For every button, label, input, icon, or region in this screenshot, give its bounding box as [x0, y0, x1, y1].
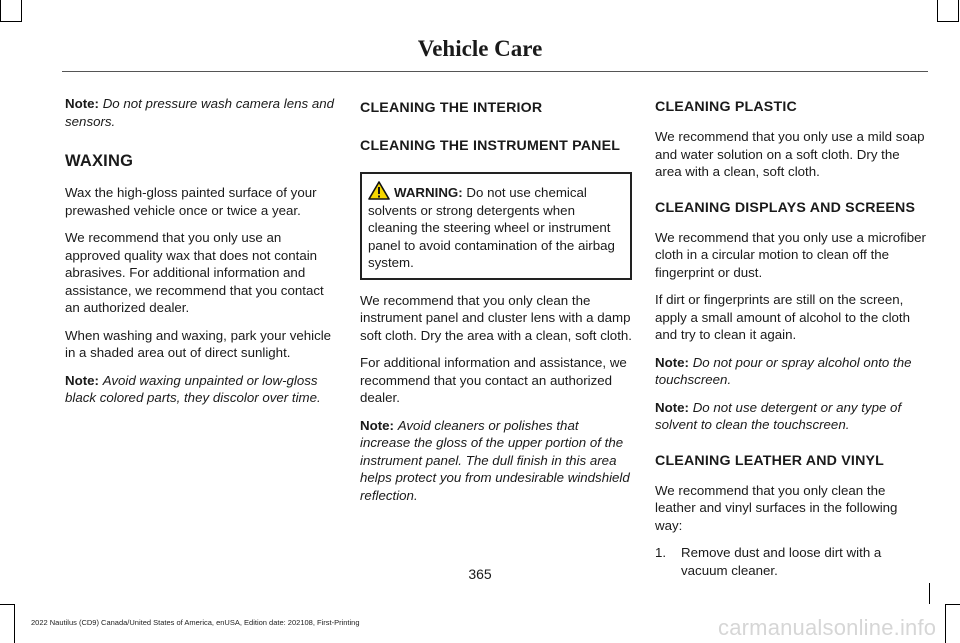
crop-mark — [0, 21, 21, 22]
crop-mark — [21, 0, 22, 22]
note-text: Do not use detergent or any type of solvent to clean the touchscreen. — [655, 399, 902, 432]
section-heading-cleaning-interior: CLEANING THE INTERIOR — [360, 100, 543, 116]
section-heading-waxing: WAXING — [65, 152, 134, 170]
crop-mark — [958, 0, 959, 22]
watermark: carmanualsonline.info — [718, 615, 937, 640]
paragraph: We recommend that you only use an approved quality wax that does not contain abrasives. For additional information and assistance, we recommend that you contact an authorized dealer. — [65, 230, 324, 315]
warning-triangle-icon — [368, 181, 390, 200]
paragraph: We recommend that you only use a microfiber cloth in a circular motion to clean off the fingerprint or dust. — [655, 229, 926, 280]
note-paragraph — [65, 372, 337, 407]
page-header-title: Vehicle Care — [417, 36, 543, 61]
note-label: Note: — [65, 372, 99, 388]
crop-mark — [938, 21, 959, 22]
note-label: Note: — [65, 96, 99, 111]
note-text: Do not pour or spray alcohol onto the touchscreen. — [655, 354, 912, 387]
section-heading-cleaning-plastic: CLEANING PLASTIC — [655, 99, 797, 115]
note-paragraph — [360, 417, 632, 505]
list-text: Remove dust and loose dirt with a vacuum cleaner. — [681, 545, 882, 578]
column-3 — [655, 98, 927, 579]
paragraph: We recommend that you only clean the leather and vinyl surfaces in the following way: — [655, 482, 898, 533]
note-paragraph — [655, 354, 927, 389]
paragraph: If dirt or fingerprints are still on the screen, apply a small amount of alcohol to the cloth and try to clean it again. — [655, 292, 911, 342]
crop-mark — [937, 0, 938, 22]
note-label: Note: — [655, 399, 689, 415]
paragraph: Wax the high-gloss painted surface of your prewashed vehicle once or twice a year. — [65, 185, 317, 218]
crop-mark — [945, 604, 960, 605]
paragraph: We recommend that you only use a mild soap and water solution on a soft cloth. Dry the area with a clean, soft cloth. — [655, 129, 925, 179]
section-heading-cleaning-displays: CLEANING DISPLAYS AND SCREENS — [655, 199, 916, 216]
paragraph: When washing and waxing, park your vehicle in a shaded area out of direct sunlight. — [65, 327, 332, 360]
section-heading-cleaning-leather: CLEANING LEATHER AND VINYL — [655, 452, 885, 469]
column-2 — [360, 99, 632, 514]
note-label: Note: — [655, 354, 689, 370]
note-text: Avoid cleaners or polishes that increase the gloss of the upper portion of the instrument panel. The dull finish in this area helps protect you from undesirable windshield reflection. — [360, 417, 630, 503]
crop-mark — [929, 583, 930, 604]
paragraph: For additional information and assistance, we recommend that you contact an authorized dealer. — [360, 355, 627, 405]
crop-mark — [14, 604, 15, 643]
crop-mark — [0, 0, 1, 22]
crop-mark — [0, 604, 14, 605]
header-divider — [62, 71, 928, 72]
note-label: Note: — [360, 417, 394, 433]
warning-box — [360, 172, 632, 280]
column-1 — [65, 95, 337, 417]
crop-mark — [945, 604, 946, 643]
page-number: 365 — [468, 566, 492, 582]
note-paragraph — [65, 95, 337, 130]
section-heading-cleaning-instrument-panel: CLEANING THE INSTRUMENT PANEL — [360, 138, 621, 154]
warning-text: Do not use chemical solvents or strong detergents when cleaning the steering wheel or instrument panel to avoid contamination of the airbag system. — [368, 185, 615, 270]
warning-label: WARNING: — [394, 185, 463, 200]
list-number: 1. — [655, 545, 667, 560]
note-text: Avoid waxing unpainted or low-gloss black colored parts, they discolor over time. — [65, 372, 321, 405]
note-paragraph — [655, 399, 927, 434]
paragraph: We recommend that you only clean the instrument panel and cluster lens with a damp soft cloth. Dry the area with a clean, soft cloth. — [360, 292, 632, 343]
note-text: Do not pressure wash camera lens and sensors. — [65, 96, 335, 129]
footer-edition-text: 2022 Nautilus (CD9) Canada/United States of America, enUSA, Edition date: 202108, First-Printing — [31, 618, 360, 627]
